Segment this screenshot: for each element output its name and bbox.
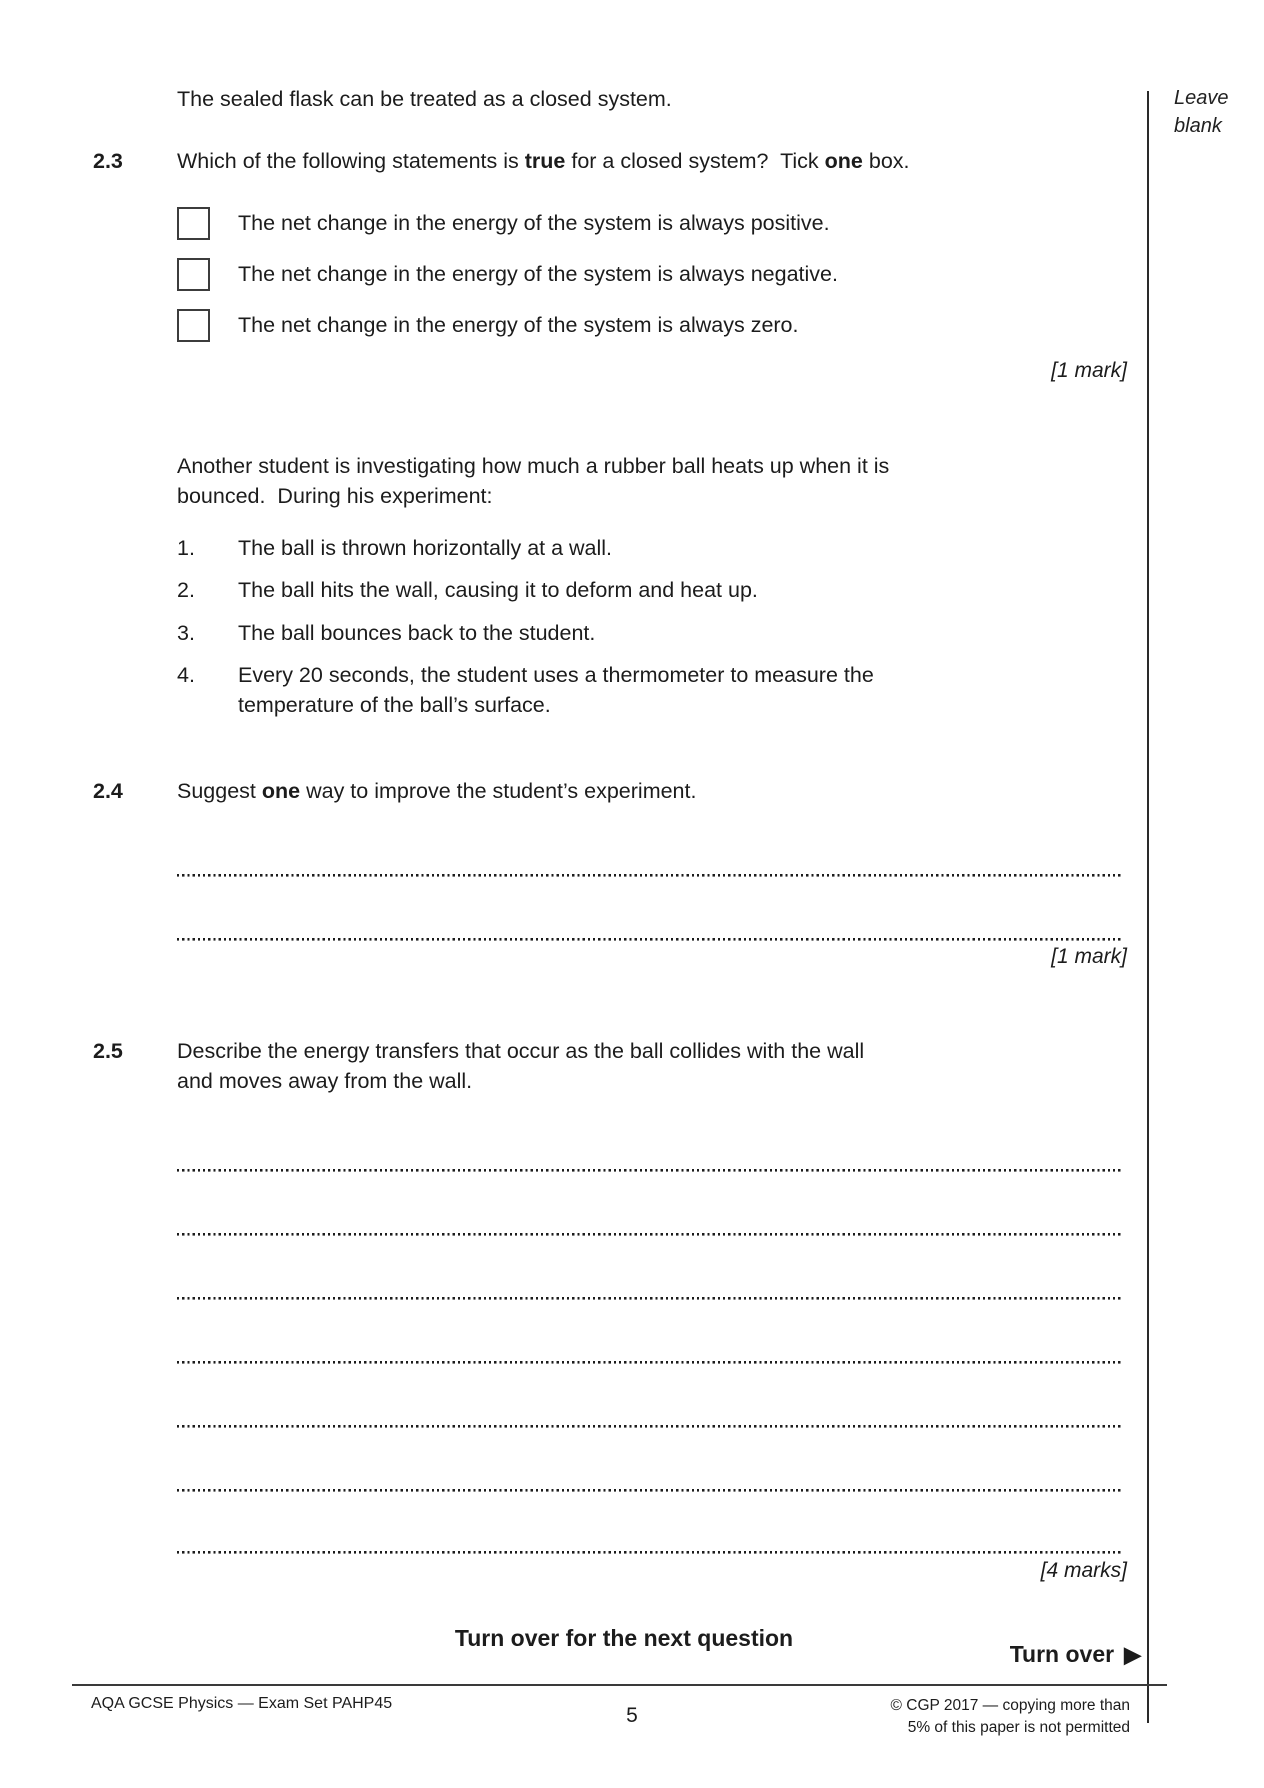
option-label: The net change in the energy of the system is always negative. bbox=[238, 262, 838, 286]
answer-line[interactable] bbox=[177, 874, 1123, 877]
marks-label: [4 marks] bbox=[1040, 1559, 1127, 1582]
margin-divider-line bbox=[1147, 91, 1149, 1723]
question-2-4 bbox=[93, 776, 696, 806]
answer-line[interactable] bbox=[177, 1233, 1123, 1236]
page-number: 5 bbox=[626, 1704, 638, 1727]
question-prompt: Suggest one way to improve the student’s experiment. bbox=[177, 779, 697, 803]
step-text: The ball is thrown horizontally at a wall. bbox=[238, 536, 613, 560]
answer-line[interactable] bbox=[177, 938, 1123, 941]
step-text: Every 20 seconds, the student uses a thermometer to measure the temperature of the ball’s surface. bbox=[238, 663, 874, 717]
question-prompt: Describe the energy transfers that occur as the ball collides with the wall and moves away from the wall. bbox=[177, 1039, 865, 1093]
option-row bbox=[177, 207, 830, 240]
option-row bbox=[177, 309, 799, 342]
experiment-step bbox=[177, 533, 612, 563]
answer-line[interactable] bbox=[177, 1297, 1123, 1300]
leave-blank-line1: Leave bbox=[1174, 87, 1229, 109]
step-number: 2. bbox=[177, 578, 195, 602]
step-text: The ball bounces back to the student. bbox=[238, 621, 596, 645]
tick-box[interactable] bbox=[177, 309, 210, 342]
step-text: The ball hits the wall, causing it to deform and heat up. bbox=[238, 578, 758, 602]
step-number: 4. bbox=[177, 663, 195, 687]
answer-line[interactable] bbox=[177, 1551, 1123, 1554]
experiment-intro: Another student is investigating how much a rubber ball heats up when it is bounced. During his experiment: bbox=[177, 454, 890, 508]
turn-over-indicator bbox=[1010, 1641, 1141, 1668]
answer-line[interactable] bbox=[177, 1425, 1123, 1428]
footer-divider-line bbox=[72, 1684, 1167, 1686]
question-2-5 bbox=[93, 1036, 864, 1096]
question-2-3 bbox=[93, 146, 910, 176]
question-number: 2.4 bbox=[93, 779, 123, 803]
option-row bbox=[177, 258, 838, 291]
tick-box[interactable] bbox=[177, 258, 210, 291]
right-arrow-icon: ▶ bbox=[1124, 1641, 1141, 1667]
experiment-step bbox=[177, 575, 758, 605]
leave-blank-note bbox=[1174, 84, 1229, 140]
question-prompt: Which of the following statements is true for a closed system? Tick one box. bbox=[177, 149, 910, 173]
answer-line[interactable] bbox=[177, 1361, 1123, 1364]
turn-over-instruction: Turn over for the next question bbox=[454, 1625, 794, 1651]
intro-text: The sealed flask can be treated as a closed system. bbox=[177, 87, 672, 111]
footer-exam-set: AQA GCSE Physics — Exam Set PAHP45 bbox=[91, 1695, 393, 1712]
step-number: 1. bbox=[177, 536, 195, 560]
option-label: The net change in the energy of the system is always positive. bbox=[238, 211, 830, 235]
turn-over-label: Turn over bbox=[1009, 1641, 1115, 1667]
step-number: 3. bbox=[177, 621, 195, 645]
option-label: The net change in the energy of the system is always zero. bbox=[238, 313, 799, 337]
answer-line[interactable] bbox=[177, 1169, 1123, 1172]
experiment-step bbox=[177, 660, 874, 720]
tick-box[interactable] bbox=[177, 207, 210, 240]
experiment-step bbox=[177, 618, 595, 648]
question-number: 2.3 bbox=[93, 149, 123, 173]
answer-line[interactable] bbox=[177, 1489, 1123, 1492]
marks-label: [1 mark] bbox=[1051, 945, 1127, 968]
footer-copyright: © CGP 2017 — copying more than 5% of this paper is not permitted bbox=[890, 1697, 1130, 1736]
marks-label: [1 mark] bbox=[1051, 359, 1127, 382]
question-number: 2.5 bbox=[93, 1039, 123, 1063]
leave-blank-line2: blank bbox=[1174, 115, 1222, 137]
